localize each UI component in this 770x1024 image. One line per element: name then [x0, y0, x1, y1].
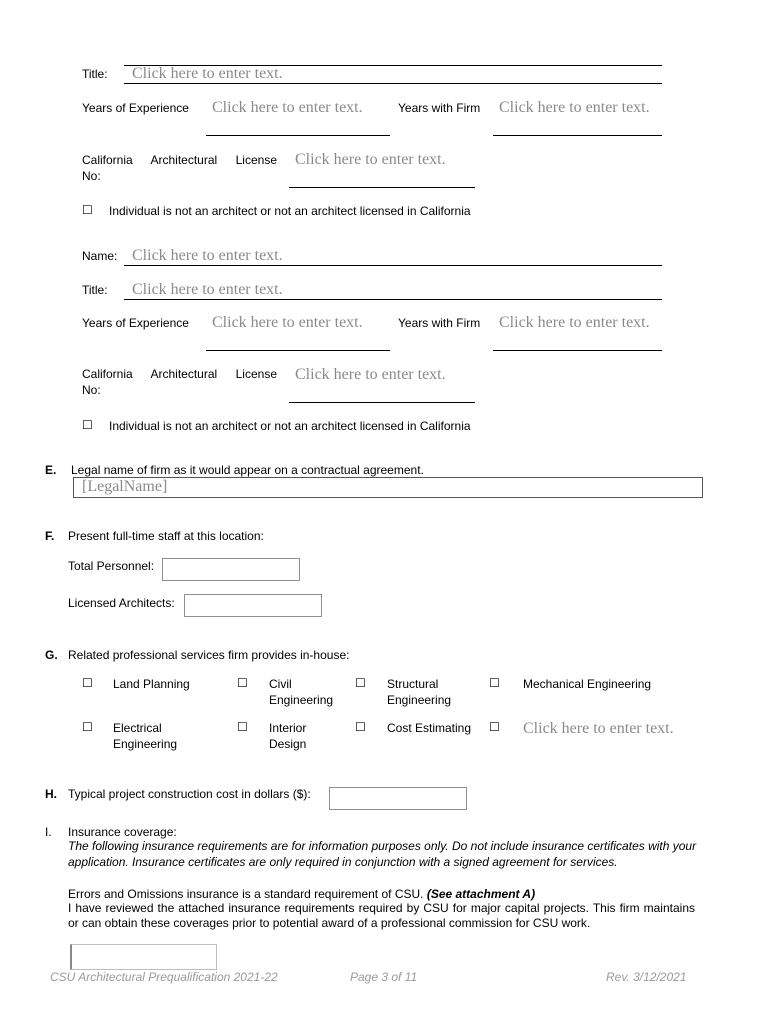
- land-planning-checkbox[interactable]: ☐: [82, 676, 93, 690]
- title-input[interactable]: Click here to enter text.: [124, 281, 662, 300]
- footer-document-title: CSU Architectural Prequalification 2021-22: [50, 970, 278, 984]
- land-planning-label: [113, 676, 190, 692]
- option-label-line2: Engineering: [113, 737, 178, 751]
- not-architect-checkbox[interactable]: ☐: [82, 203, 93, 217]
- years-experience-label: Years of Experience: [82, 316, 189, 330]
- option-label-line1: Cost Estimating: [387, 721, 472, 735]
- total-personnel-input[interactable]: [162, 558, 300, 581]
- option-label-line2: Engineering: [387, 693, 452, 707]
- years-experience-input[interactable]: Click here to enter text.: [206, 314, 390, 351]
- not-architect-label: Individual is not an architect or not an architect licensed in California: [109, 204, 471, 218]
- years-firm-label: Years with Firm: [398, 316, 481, 330]
- section-f-text: Present full-time staff at this location:: [68, 529, 264, 543]
- not-architect-label: Individual is not an architect or not an architect licensed in California: [109, 419, 471, 433]
- title-label: Title:: [82, 283, 108, 297]
- option-label-line1: Civil: [269, 677, 292, 691]
- footer-revision: Rev. 3/12/2021: [606, 970, 687, 984]
- license-label: [82, 152, 277, 184]
- electrical-engineering-checkbox[interactable]: ☐: [82, 720, 93, 734]
- interior-design-checkbox[interactable]: ☐: [237, 720, 248, 734]
- section-h-text: Typical project construction cost in dollars ($):: [68, 787, 311, 801]
- section-f-letter: F.: [45, 529, 55, 543]
- license-label: [82, 366, 277, 398]
- interior-design-label: [269, 720, 306, 752]
- section-i-heading: Insurance coverage:: [68, 825, 177, 839]
- legal-name-input[interactable]: [LegalName]: [73, 477, 703, 498]
- cost-estimating-checkbox[interactable]: ☐: [355, 720, 366, 734]
- title-input[interactable]: Click here to enter text.: [124, 65, 662, 84]
- total-personnel-label: Total Personnel:: [68, 559, 155, 573]
- cost-estimating-label: [387, 720, 471, 736]
- years-firm-label: Years with Firm: [398, 101, 481, 115]
- option-label-line1: Structural: [387, 677, 439, 691]
- eo-statement: [68, 886, 698, 902]
- structural-engineering-checkbox[interactable]: ☐: [355, 676, 366, 690]
- other-service-input[interactable]: Click here to enter text.: [523, 720, 674, 737]
- option-label-line1: Interior: [269, 721, 307, 735]
- option-label-line1: Mechanical Engineering: [523, 677, 652, 691]
- option-label-line1: Land Planning: [113, 677, 190, 691]
- license-label-line2: No:: [82, 383, 101, 397]
- civil-engineering-checkbox[interactable]: ☐: [237, 676, 248, 690]
- structural-engineering-label: [387, 676, 451, 708]
- name-label: Name:: [82, 249, 118, 263]
- section-i-letter: I.: [45, 825, 52, 839]
- option-label-line2: Design: [269, 737, 307, 751]
- name-input[interactable]: Click here to enter text.: [124, 247, 662, 266]
- eo-text: Errors and Omissions insurance is a standard requirement of CSU.: [68, 887, 424, 901]
- section-e-text: Legal name of firm as it would appear on a contractual agreement.: [71, 463, 424, 477]
- section-g-letter: G.: [45, 648, 58, 662]
- construction-cost-input[interactable]: [329, 787, 467, 810]
- footer-page-number: Page 3 of 11: [350, 970, 418, 984]
- license-label-line1: California Architectural License: [82, 153, 277, 167]
- eo-attachment-ref: (See attachment A): [426, 887, 536, 901]
- mechanical-engineering-checkbox[interactable]: ☐: [489, 676, 500, 690]
- license-label-line1: California Architectural License: [82, 367, 277, 381]
- review-statement: I have reviewed the attached insurance requirements required by CSU for major capital projects. This firm maintains or can obtain these coverages prior to potential award of a professional commission for CSU work.: [68, 901, 695, 930]
- licensed-architects-input[interactable]: [184, 594, 322, 617]
- license-input[interactable]: Click here to enter text.: [289, 366, 475, 403]
- option-label-line1: Electrical: [113, 721, 162, 735]
- section-h-letter: H.: [45, 787, 57, 801]
- licensed-architects-label: Licensed Architects:: [68, 596, 175, 610]
- mechanical-engineering-label: [523, 676, 651, 692]
- years-experience-input[interactable]: Click here to enter text.: [206, 99, 390, 136]
- electrical-engineering-label: [113, 720, 177, 752]
- insurance-answer-input[interactable]: [70, 944, 217, 970]
- section-g-text: Related professional services firm provides in-house:: [68, 648, 350, 662]
- years-firm-input[interactable]: Click here to enter text.: [493, 99, 662, 136]
- section-e-letter: E.: [45, 463, 57, 477]
- years-firm-input[interactable]: Click here to enter text.: [493, 314, 662, 351]
- option-label-line2: Engineering: [269, 693, 334, 707]
- license-label-line2: No:: [82, 169, 101, 183]
- title-label: Title:: [82, 67, 108, 81]
- license-input[interactable]: Click here to enter text.: [289, 151, 475, 188]
- insurance-note: The following insurance requirements are for information purposes only. Do not include insurance certificates with your application. Insurance certificates are only required in conjunction with a signed agreement for services.: [68, 839, 697, 869]
- not-architect-checkbox[interactable]: ☐: [82, 418, 93, 432]
- other-service-checkbox[interactable]: ☐: [489, 720, 500, 734]
- civil-engineering-label: [269, 676, 333, 708]
- years-experience-label: Years of Experience: [82, 101, 189, 115]
